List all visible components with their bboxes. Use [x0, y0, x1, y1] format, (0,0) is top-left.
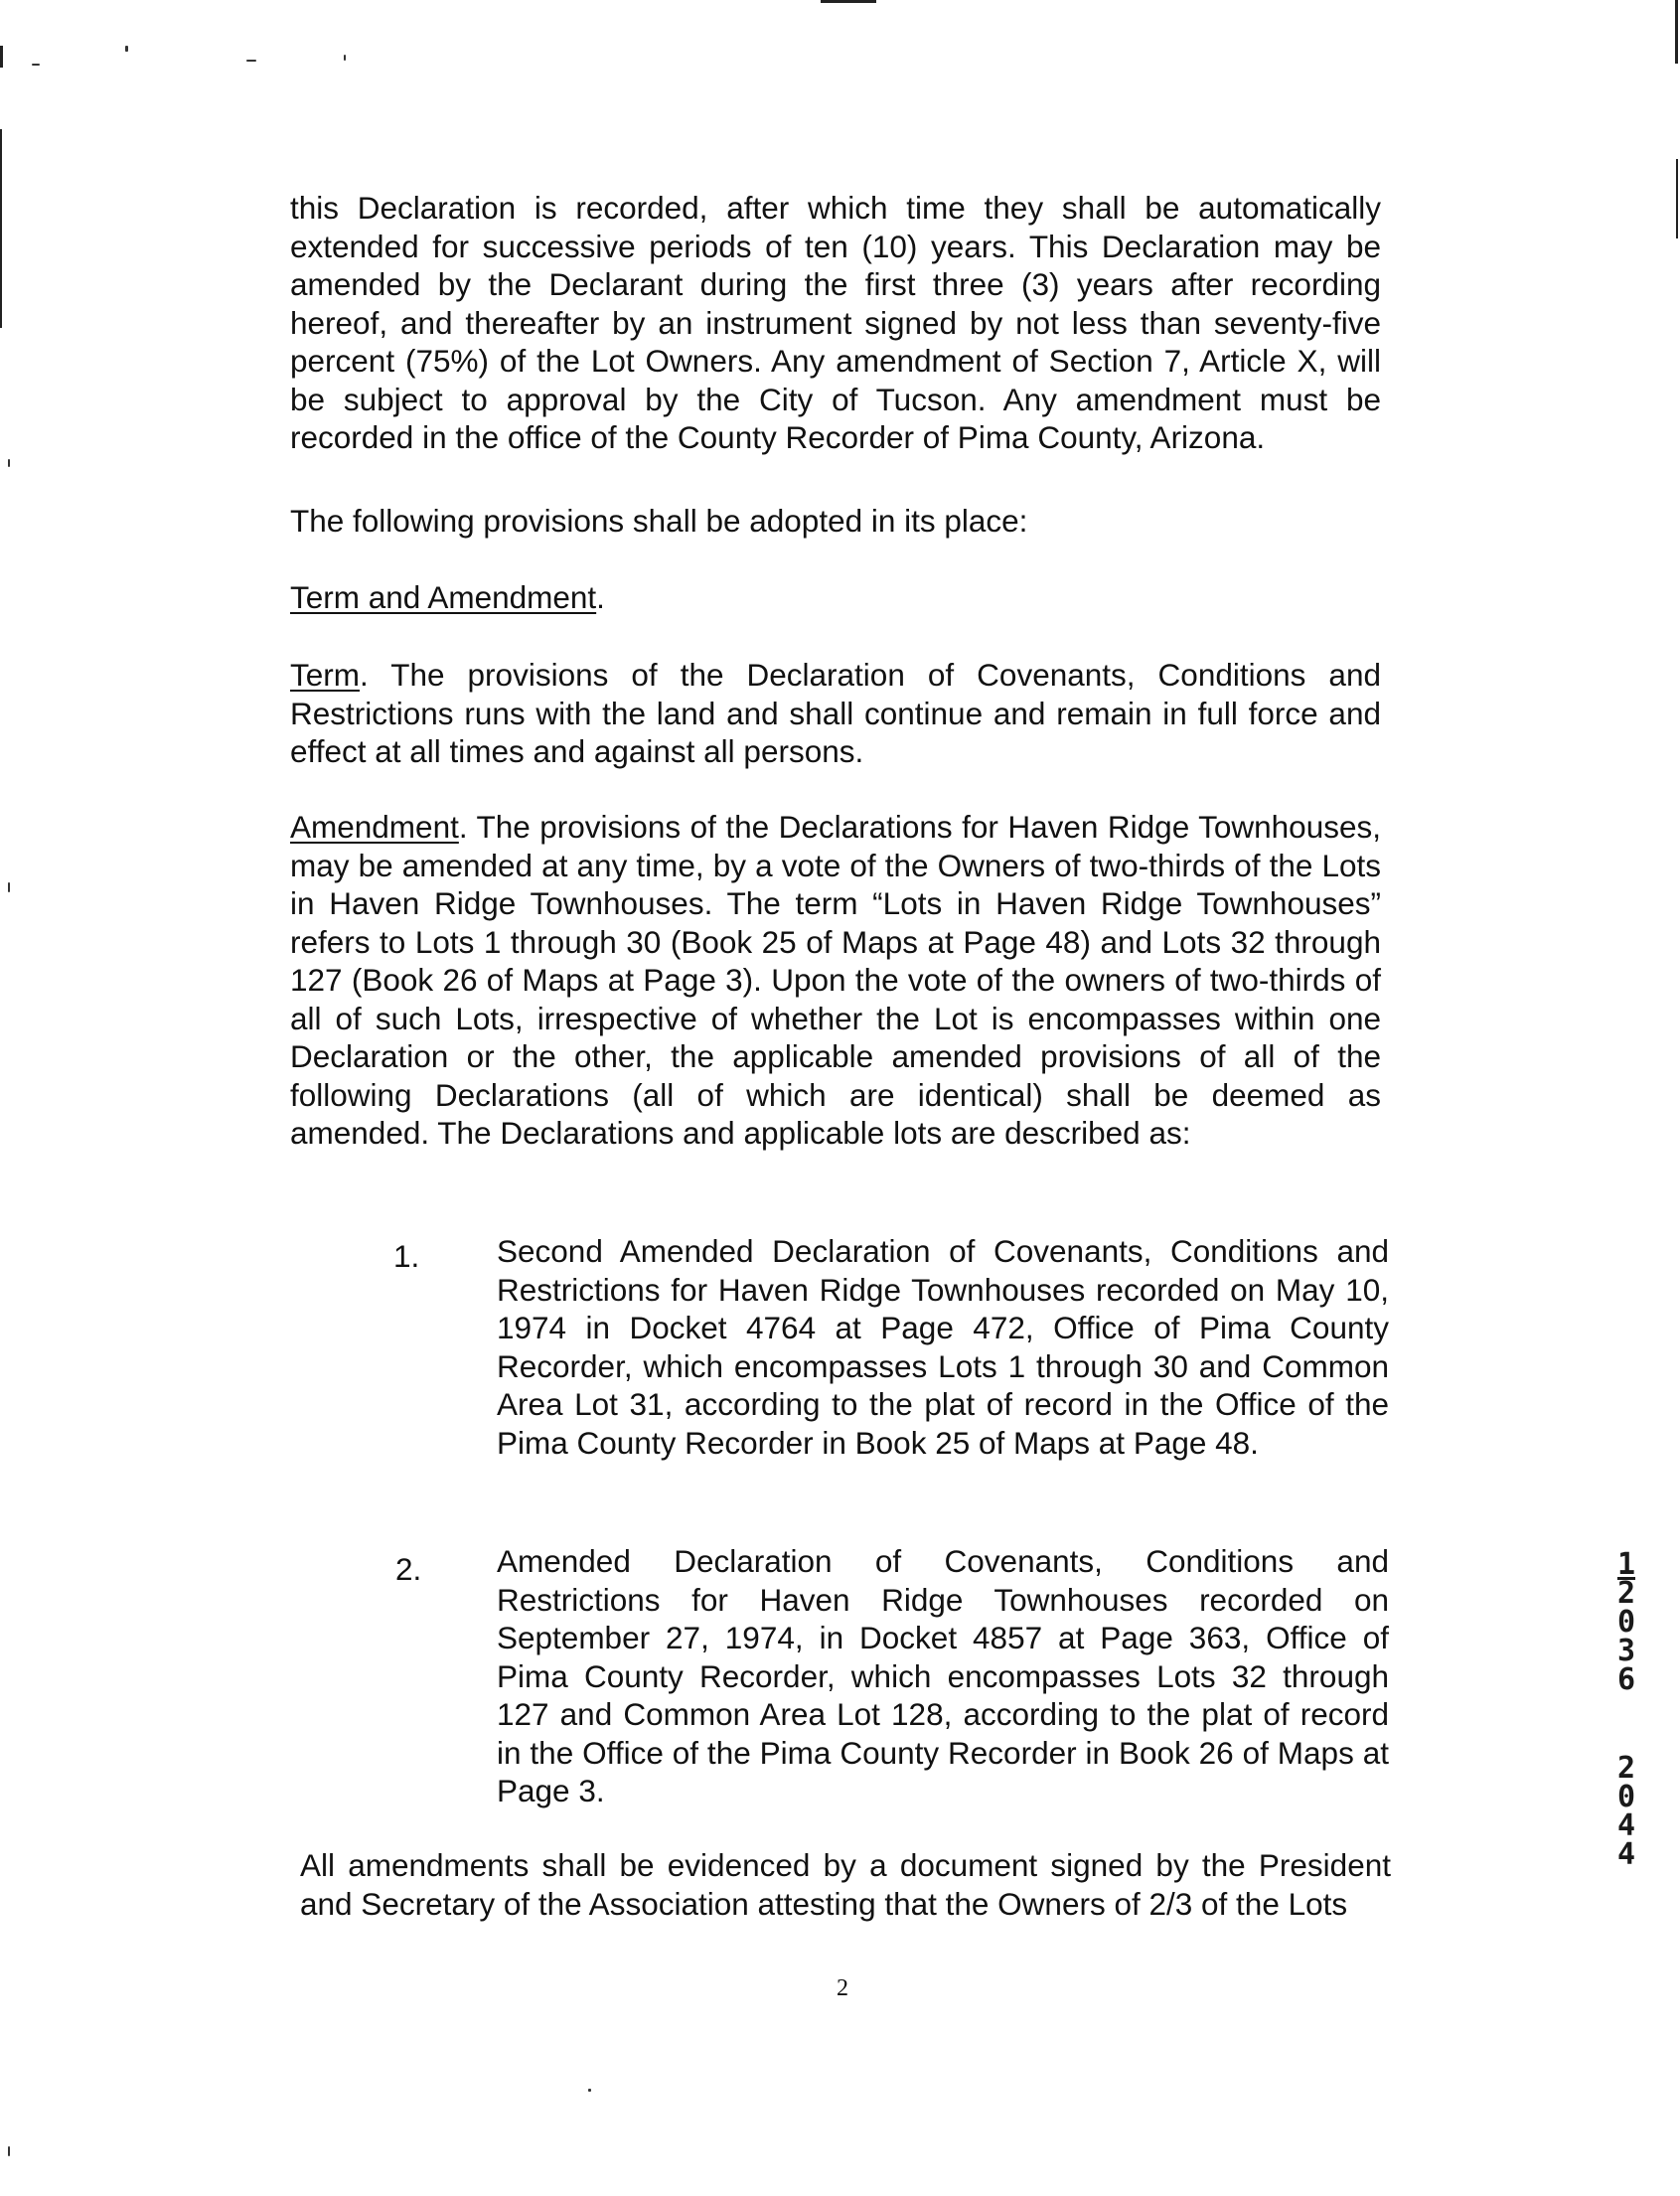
amendment-label: Amendment	[290, 809, 459, 845]
stamp-digit: 6	[1616, 1662, 1636, 1697]
section-heading-text: Term and Amendment	[290, 579, 597, 615]
stamp-digit: 3	[1616, 1634, 1636, 1668]
scan-edge-mark	[1676, 159, 1678, 238]
term-label: Term	[290, 657, 360, 693]
list-item-number: 2.	[395, 1551, 422, 1587]
stamp-digit: 0	[1616, 1605, 1636, 1640]
scan-edge-mark	[1675, 0, 1678, 64]
list-item-text: Second Amended Declaration of Covenants, Conditions and Restrictions for Haven Ridge Townhouses recorded on May 10, 1974 in Docket 4764 at Page 472, Office of Pima County Recorder, which encompasses Lots 1 through 30 and Common Area Lot 31, according to the plat of record in the Office of the Pima County Recorder in Book 25 of Maps at Page 48.	[497, 1233, 1389, 1461]
scan-top-mark	[821, 0, 876, 3]
scan-speck	[246, 60, 256, 62]
stamp-digit: 2	[1616, 1576, 1636, 1611]
list-item-text: Amended Declaration of Covenants, Conditions and Restrictions for Haven Ridge Townhouses recorded on September 27, 1974, in Docket 4857 at Page 363, Office of Pima County Recorder, which encompasses Lots 32 through 127 and Common Area Lot 128, according to the plat of record in the Office of the Pima County Recorder in Book 26 of Maps at Page 3.	[497, 1543, 1389, 1808]
scan-speck	[8, 459, 10, 467]
scan-speck	[8, 2146, 10, 2156]
stamp-digit: 0	[1616, 1780, 1636, 1814]
scan-speck	[8, 882, 10, 892]
term-label-period: .	[360, 657, 369, 693]
amendment-label-period: .	[458, 809, 468, 845]
amendment-paragraph	[290, 808, 1381, 1153]
continued-paragraph: this Declaration is recorded, after which time they shall be automatically extended for successive periods of ten (10) years. This Declaration may be amended by the Declarant during the first three (3) years after recording hereof, and thereafter by an instrument signed by not less than seventy-five percent (75%) of the Lot Owners. Any amendment of Section 7, Article X, will be subject to approval by the City of Tucson. Any amendment must be recorded in the office of the County Recorder of Pima County, Arizona.	[290, 190, 1381, 455]
page-number: 2	[837, 1975, 848, 2001]
term-paragraph	[290, 656, 1381, 771]
scan-speck	[125, 46, 128, 52]
closing-paragraph: All amendments shall be evidenced by a document signed by the President and Secretary of the Association attesting that the Owners of 2/3 of the Lots	[300, 1847, 1391, 1922]
section-heading	[290, 578, 605, 617]
amendment-text: The provisions of the Declarations for Haven Ridge Townhouses, may be amended at any time, by a vote of the Owners of two-thirds of the Lots in Haven Ridge Townhouses. The term “Lots in Haven Ridge Townhouses” refers to Lots 1 through 30 (Book 25 of Maps at Page 48) and Lots 32 through 127 (Book 26 of Maps at Page 3). Upon the vote of the owners of two-thirds of all of such Lots, irrespective of whether the Lot is encompasses within one Declaration or the other, the applicable amended provisions of all of the following Declarations (all of which are identical) shall be deemed as amended. The Declarations and applicable lots are described as:	[290, 809, 1381, 1151]
scan-speck	[344, 55, 346, 61]
scan-speck	[588, 2089, 591, 2092]
scan-edge-mark	[0, 46, 3, 68]
scan-edge-mark	[0, 129, 2, 328]
stamp-digit: 4	[1616, 1808, 1636, 1843]
section-heading-period: .	[596, 579, 605, 615]
stamp-digit: 4	[1616, 1837, 1636, 1872]
scan-speck	[32, 64, 40, 66]
list-item-number: 1.	[393, 1238, 420, 1274]
stamp-digit: 2	[1616, 1751, 1636, 1786]
recorder-stamp-docket	[1611, 1547, 1641, 1697]
intro-paragraph: The following provisions shall be adopted in its place:	[290, 503, 1028, 539]
stamp-digit: 1	[1616, 1547, 1636, 1582]
term-text: The provisions of the Declaration of Covenants, Conditions and Restrictions runs with the land and shall continue and remain in full force and effect at all times and against all persons.	[290, 657, 1381, 769]
recorder-stamp-page	[1611, 1751, 1641, 1872]
